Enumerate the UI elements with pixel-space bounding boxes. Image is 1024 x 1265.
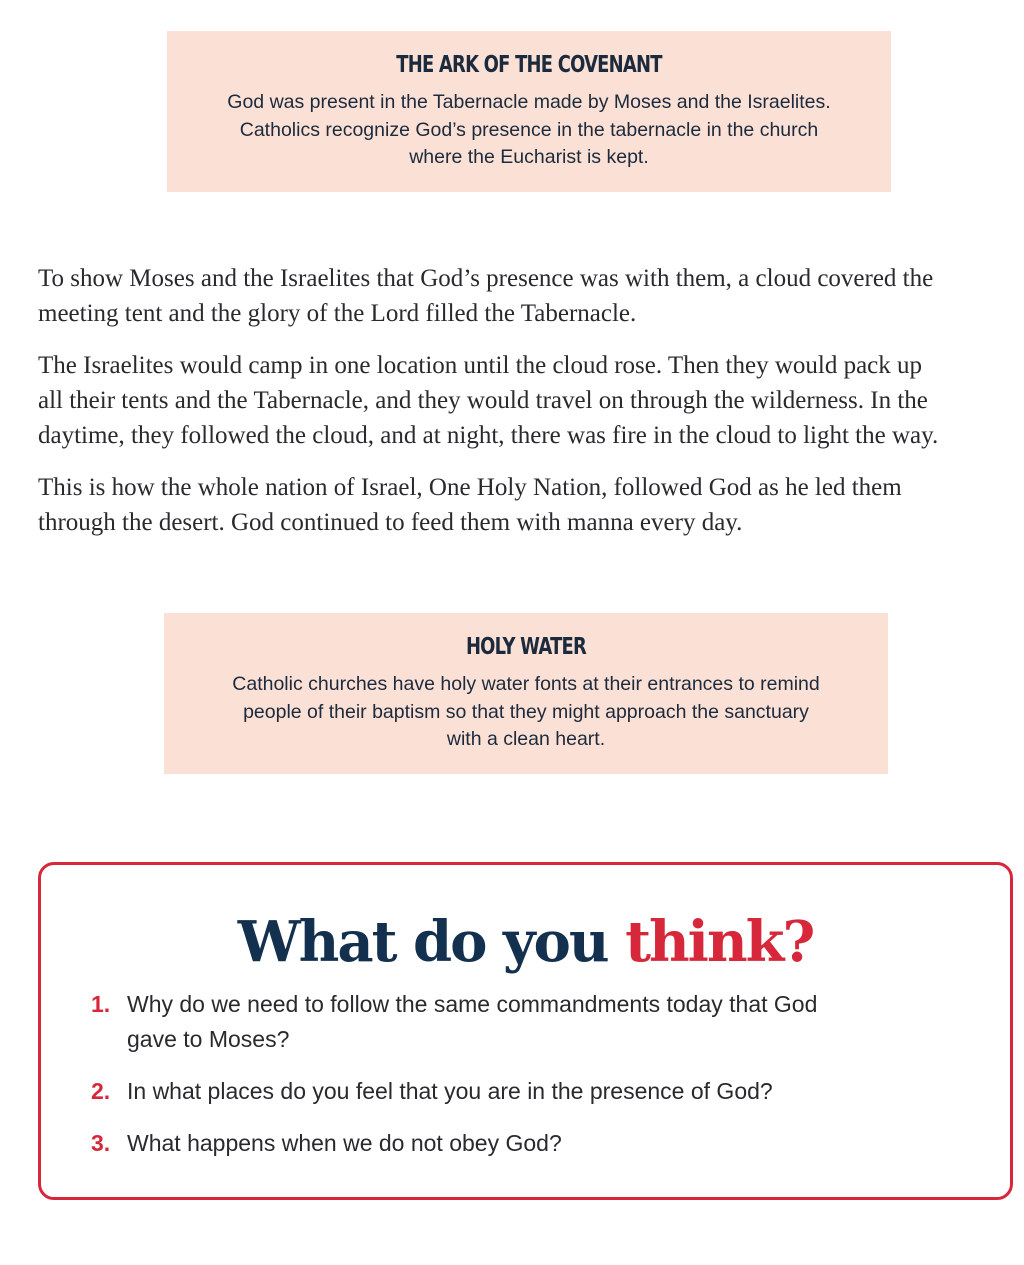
callout-line: where the Eucharist is kept. xyxy=(409,146,649,168)
ark-of-covenant-callout xyxy=(167,31,891,192)
callout-body xyxy=(187,89,871,172)
question-line: Why do we need to follow the same commandments today that God xyxy=(127,991,818,1017)
question-line: In what places do you feel that you are in the presence of God? xyxy=(127,1078,773,1104)
paragraph-line: To show Moses and the Israelites that God’s presence was with them, a cloud covered the xyxy=(38,265,934,292)
callout-line: Catholic churches have holy water fonts at their entrances to remind xyxy=(232,673,820,695)
body-paragraph xyxy=(38,348,1024,453)
question-number: 3. xyxy=(91,1130,111,1156)
paragraph-line: This is how the whole nation of Israel, One Holy Nation, followed God as he led them xyxy=(38,474,902,501)
callout-title: THE ARK OF THE COVENANT xyxy=(396,52,662,78)
callout-line: people of their baptism so that they might approach the sanctuary xyxy=(243,700,809,723)
question-line: gave to Moses? xyxy=(127,1026,290,1052)
what-do-you-think-box xyxy=(38,862,1013,1200)
question-line: What happens when we do not obey God? xyxy=(127,1130,562,1156)
question-text xyxy=(127,987,817,1057)
question-number: 1. xyxy=(91,991,111,1017)
question-item xyxy=(91,1074,971,1109)
callout-title: HOLY WATER xyxy=(465,634,587,660)
callout-line: God was present in the Tabernacle made by Moses and the Israelites. xyxy=(227,91,831,113)
paragraph-line: all their tents and the Tabernacle, and they would travel on through the wilderness. In the xyxy=(38,387,928,414)
question-number: 2. xyxy=(91,1078,111,1104)
question-item xyxy=(91,1126,971,1161)
callout-line: Catholics recognize God’s presence in the tabernacle in the church xyxy=(239,118,819,141)
question-list xyxy=(91,987,971,1178)
paragraph-line: daytime, they followed the cloud, and at night, there was fire in the cloud to light the way. xyxy=(38,422,939,449)
think-heading-part2: think? xyxy=(625,909,814,975)
paragraph-line: meeting tent and the glory of the Lord filled the Tabernacle. xyxy=(38,300,637,327)
question-text xyxy=(127,1126,562,1161)
callout-line: with a clean heart. xyxy=(446,728,606,750)
paragraph-line: through the desert. God continued to feed them with manna every day. xyxy=(38,509,743,536)
callout-body xyxy=(184,671,868,754)
body-paragraph xyxy=(38,261,1024,331)
question-text xyxy=(127,1074,773,1109)
question-item xyxy=(91,987,971,1057)
think-heading xyxy=(41,909,1010,975)
think-heading-part1: What do you xyxy=(237,909,608,975)
holy-water-callout xyxy=(164,613,888,774)
body-paragraph xyxy=(38,470,1024,540)
paragraph-line: The Israelites would camp in one location until the cloud rose. Then they would pack up xyxy=(38,352,923,379)
